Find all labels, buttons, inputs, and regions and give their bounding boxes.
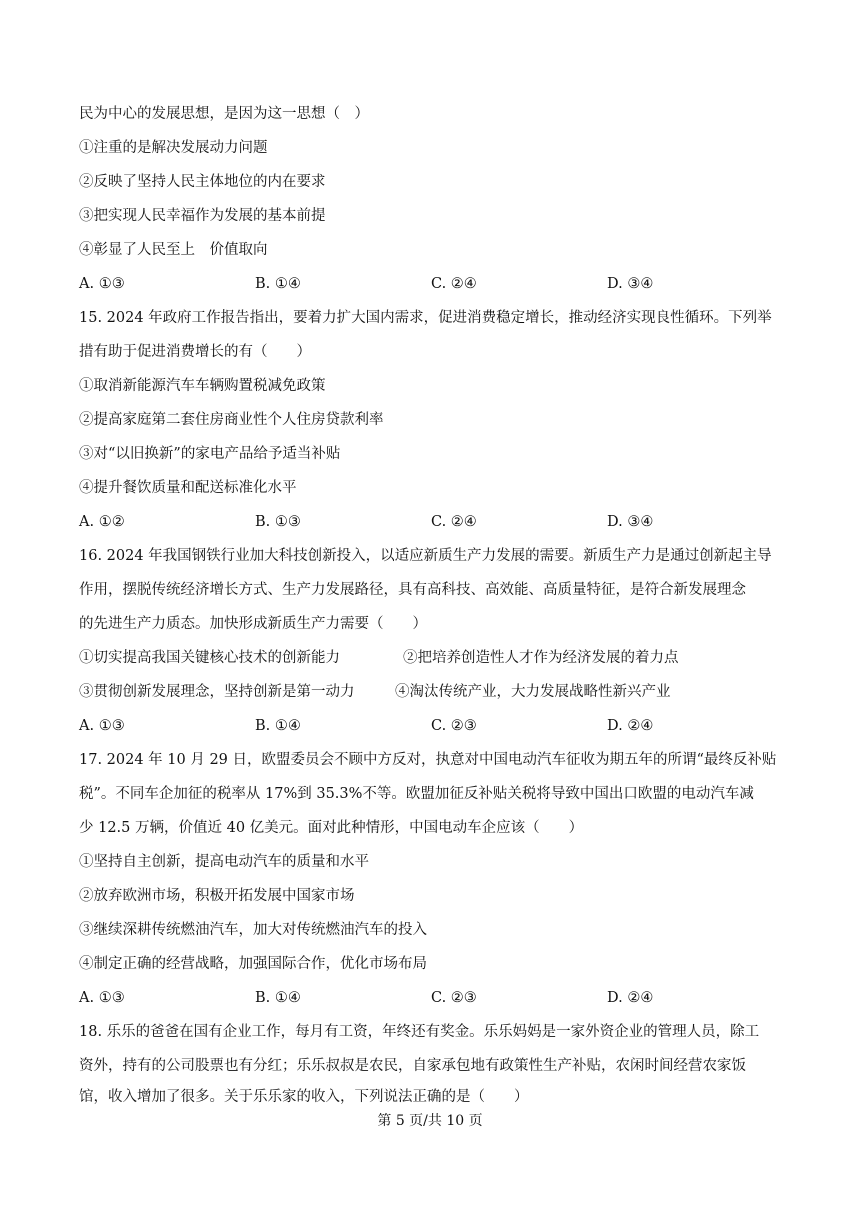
q16-item-3: ③贯彻创新发展理念，坚持创新是第一动力 [79, 684, 355, 700]
q14-item-3: ③把实现人民幸福作为发展的基本前提 [79, 208, 326, 224]
q14-options [79, 274, 799, 294]
q17-item-4: ④制定正确的经营战略，加强国际合作，优化市场布局 [79, 956, 427, 972]
q16-stem-line-1: 16. 2024 年我国钢铁行业加大科技创新投入，以适应新质生产力发展的需要。新质生产力是通过创新起主导 [79, 548, 772, 564]
q17-item-1: ①坚持自主创新，提高电动汽车的质量和水平 [79, 854, 369, 870]
page-footer: 第 5 页/共 10 页 [377, 1113, 483, 1129]
q18-stem-line-1: 18. 乐乐的爸爸在国有企业工作，每月有工资，年终还有奖金。乐乐妈妈是一家外资企业的管理人员，除工 [79, 1024, 760, 1040]
q15-stem-line-1: 15. 2024 年政府工作报告指出，要着力扩大国内需求，促进消费稳定增长，推动经济实现良性循环。下列举 [79, 310, 772, 326]
q15-option-c[interactable]: C. ②④ [431, 514, 477, 530]
q17-options [79, 988, 799, 1008]
q16-items-row-1 [79, 648, 799, 668]
q17-option-d[interactable]: D. ②④ [607, 990, 654, 1006]
q18-stem-line-3: 馆，收入增加了很多。关于乐乐家的收入，下列说法正确的是（ ） [79, 1089, 529, 1105]
q16-option-b[interactable]: B. ①④ [255, 718, 301, 734]
q17-stem-line-3: 少 12.5 万辆，价值近 40 亿美元。面对此种情形，中国电动车企应该（ ） [79, 820, 584, 836]
q17-item-2: ②放弃欧洲市场，积极开拓发展中国家市场 [79, 888, 355, 904]
q17-option-b[interactable]: B. ①④ [255, 990, 301, 1006]
q14-item-1: ①注重的是解决发展动力问题 [79, 140, 268, 156]
q15-item-4: ④提升餐饮质量和配送标准化水平 [79, 480, 297, 496]
q16-options [79, 716, 799, 736]
q15-item-3: ③对“以旧换新”的家电产品给予适当补贴 [79, 446, 341, 462]
q15-item-2: ②提高家庭第二套住房商业性个人住房贷款利率 [79, 412, 384, 428]
q14-option-c[interactable]: C. ②④ [431, 276, 477, 292]
q15-item-1: ①取消新能源汽车车辆购置税减免政策 [79, 378, 326, 394]
q16-stem-line-3: 的先进生产力质态。加快形成新质生产力需要（ ） [79, 616, 427, 632]
q14-option-b[interactable]: B. ①④ [255, 276, 301, 292]
q15-option-b[interactable]: B. ①③ [255, 514, 301, 530]
q17-option-c[interactable]: C. ②③ [431, 990, 477, 1006]
q14-option-a[interactable]: A. ①③ [79, 276, 125, 292]
q16-stem-line-2: 作用，摆脱传统经济增长方式、生产力发展路径，具有高科技、高效能、高质量特征，是符合新发展理念 [79, 582, 746, 598]
q17-stem-line-1: 17. 2024 年 10 月 29 日，欧盟委员会不顾中方反对，执意对中国电动汽车征收为期五年的所谓“最终反补贴 [79, 752, 777, 768]
q18-stem-line-2: 资外，持有的公司股票也有分红；乐乐叔叔是农民，自家承包地有政策性生产补贴，农闲时间经营农家饭 [79, 1058, 746, 1074]
q14-option-d[interactable]: D. ③④ [607, 276, 654, 292]
q16-item-1: ①切实提高我国关键核心技术的创新能力 [79, 650, 340, 666]
q14-item-4: ④彰显了人民至上 价值取向 [79, 242, 268, 258]
q16-item-4: ④淘汰传统产业，大力发展战略性新兴产业 [395, 684, 671, 700]
q14-item-2: ②反映了坚持人民主体地位的内在要求 [79, 174, 326, 190]
q15-stem-line-2: 措有助于促进消费增长的有（ ） [79, 344, 311, 360]
q16-item-2: ②把培养创造性人才作为经济发展的着力点 [403, 650, 679, 666]
q16-option-c[interactable]: C. ②③ [431, 718, 477, 734]
q15-option-a[interactable]: A. ①② [79, 514, 125, 530]
q15-options [79, 512, 799, 532]
q16-option-a[interactable]: A. ①③ [79, 718, 125, 734]
q16-option-d[interactable]: D. ②④ [607, 718, 654, 734]
q17-stem-line-2: 税”。不同车企加征的税率从 17%到 35.3%不等。欧盟加征反补贴关税将导致中国出口欧盟的电动汽车减 [79, 786, 754, 802]
q16-items-row-2 [79, 682, 799, 702]
q17-option-a[interactable]: A. ①③ [79, 990, 125, 1006]
q17-item-3: ③继续深耕传统燃油汽车，加大对传统燃油汽车的投入 [79, 922, 427, 938]
q14-stem-continued: 民为中心的发展思想，是因为这一思想（ ） [79, 106, 369, 122]
q15-option-d[interactable]: D. ③④ [607, 514, 654, 530]
